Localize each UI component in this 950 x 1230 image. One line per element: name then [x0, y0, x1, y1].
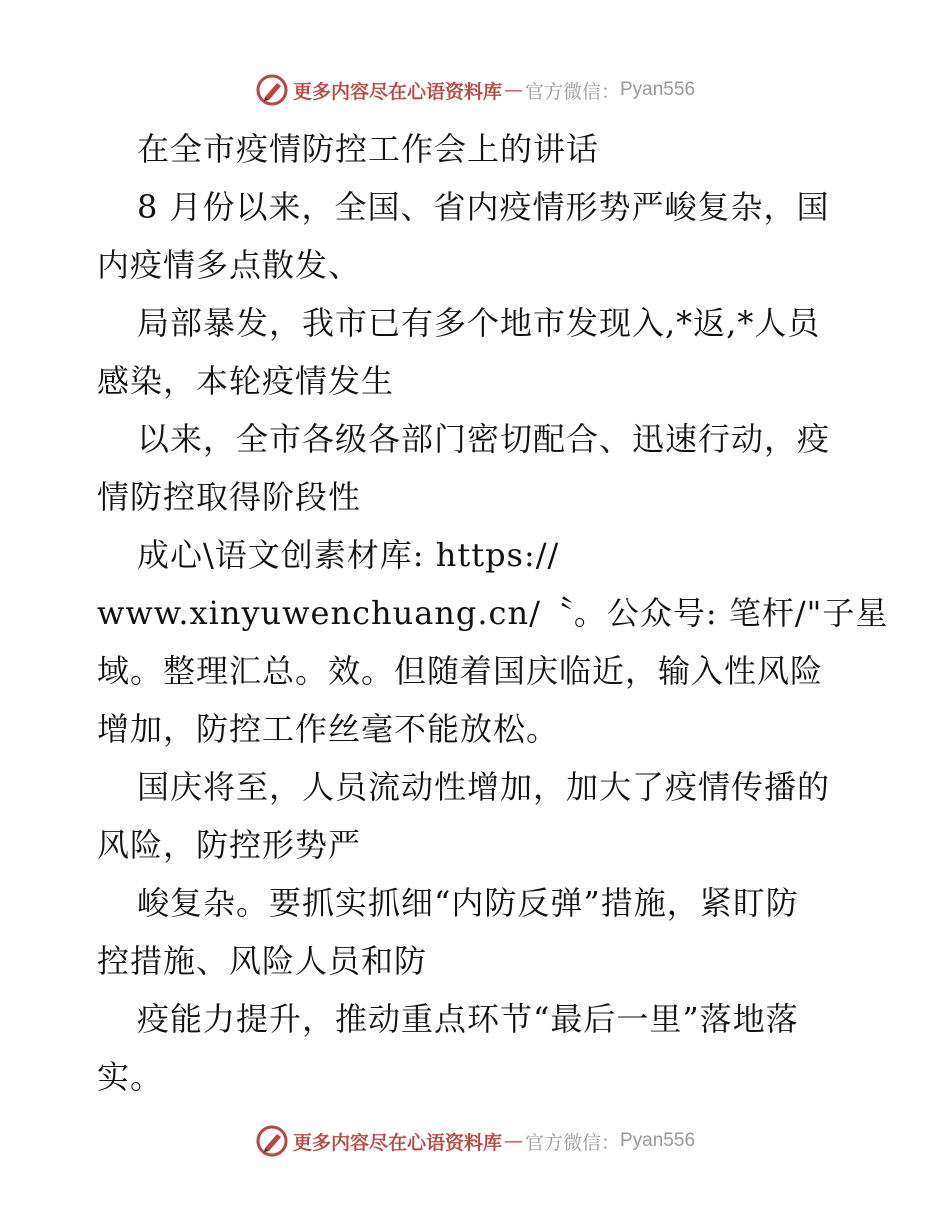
paragraph-line: 感染，本轮疫情发生 — [97, 362, 395, 400]
banner-title: 更多内容尽在心语资料库 — [292, 80, 502, 103]
paragraph-line: 内疫情多点散发、 — [97, 246, 362, 284]
pen-logo-icon — [255, 1124, 289, 1158]
paragraph-line: 控措施、风险人员和防 — [97, 942, 428, 980]
paragraph-line: 成心\语文创素材库: https:// — [137, 536, 560, 574]
banner-dash: — — [503, 79, 523, 101]
paragraph-line: 疫能力提升，推动重点环节“最后一里”落地落 — [137, 1000, 799, 1038]
banner-wechat-label: 官方微信： — [524, 80, 620, 103]
paragraph-line: 增加，防控工作丝毫不能放松。 — [97, 710, 560, 748]
paragraph-line: 实。 — [97, 1058, 164, 1096]
banner-title: 更多内容尽在心语资料库 — [292, 1131, 502, 1154]
paragraph-line: 峻复杂。要抓实抓细“内防反弹”措施，紧盯防 — [137, 884, 799, 922]
paragraph-line: 域。整理汇总。效。但随着国庆临近，输入性风险 — [97, 652, 824, 690]
banner-wechat-id: Pyan556 — [620, 79, 696, 100]
paragraph-line: 情防控取得阶段性 — [97, 478, 362, 516]
banner-wechat-id: Pyan556 — [620, 1130, 696, 1151]
banner-wechat-label: 官方微信： — [524, 1131, 620, 1154]
footer-banner — [0, 1121, 950, 1161]
document-body — [97, 120, 889, 1106]
banner-dash: — — [503, 1130, 523, 1152]
paragraph-line: www.xinyuwenchuang.cn/〝。公众号: 笔杆/"子星 — [97, 594, 889, 632]
paragraph-line: 国庆将至，人员流动性增加，加大了疫情传播的 — [137, 768, 831, 806]
paragraph-line: 局部暴发，我市已有多个地市发现入,*返,*人员 — [137, 304, 821, 342]
pen-logo-icon — [255, 73, 289, 107]
paragraph-line: 以来，全市各级各部门密切配合、迅速行动，疫 — [137, 420, 831, 458]
paragraph-line: 风险，防控形势严 — [97, 826, 362, 864]
paragraph-line: 8 月份以来，全国、省内疫情形势严峻复杂，国 — [137, 188, 830, 226]
document-title: 在全市疫情防控工作会上的讲话 — [137, 130, 600, 168]
header-banner — [0, 70, 950, 110]
